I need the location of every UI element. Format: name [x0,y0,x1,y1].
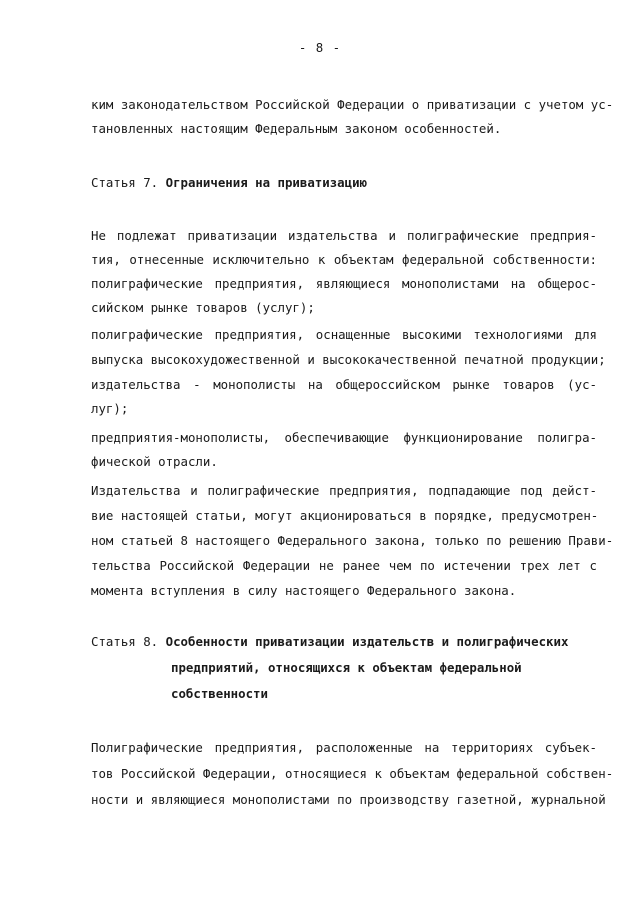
body-line: тия, отнесенные исключительно к объектам федеральной собственности: [91,252,597,267]
body-line: момента вступления в силу настоящего Федерального закона. [91,583,517,598]
body-line: тановленных настоящим Федеральным законом особенностей. [91,121,502,136]
body-line: сийском рынке товаров (услуг); [91,300,315,315]
body-line: выпуска высокохудожественной и высококачественной печатной продукции; [91,352,606,367]
article-8-heading [91,634,568,650]
body-line: полиграфические предприятия, являющиеся монополистами на общерос- [91,276,597,291]
body-line: Полиграфические предприятия, расположенные на территориях субъек- [91,740,597,755]
body-line: луг); [91,401,129,416]
article-title: Особенности приватизации издательств и полиграфических [165,634,569,649]
body-line: тельства Российской Федерации не ранее чем по истечении трех лет с [91,558,597,573]
body-line: Издательства и полиграфические предприятия, подпадающие под дейст- [91,483,597,498]
body-line: издательства - монополисты на общероссийском рынке товаров (ус- [91,377,597,392]
article-title: Ограничения на приватизацию [165,175,368,190]
body-line: фической отрасли. [91,454,218,469]
body-line: ности и являющиеся монополистами по производству газетной, журнальной [91,792,606,807]
body-line: тов Российской Федерации, относящиеся к объектам федеральной собствен- [91,766,614,781]
article-label: Статья 7. [91,175,159,190]
page-number: - 8 - [298,40,342,55]
body-line: ким законодательством Российской Федерации о приватизации с учетом ус- [91,97,614,112]
body-line: ном статьей 8 настоящего Федерального закона, только по решению Прави- [91,533,614,548]
body-line: вие настоящей статьи, могут акционироваться в порядке, предусмотрен- [91,508,599,523]
body-line: Не подлежат приватизации издательства и полиграфические предприя- [91,228,597,243]
article-title-line: предприятий, относящихся к объектам федеральной [171,660,522,675]
article-title-line: собственности [171,686,268,701]
body-line: предприятия-монополисты, обеспечивающие функционирование полигра- [91,430,597,445]
article-7-heading [91,175,367,191]
article-label: Статья 8. [91,634,159,649]
body-line: полиграфические предприятия, оснащенные высокими технологиями для [91,327,597,342]
